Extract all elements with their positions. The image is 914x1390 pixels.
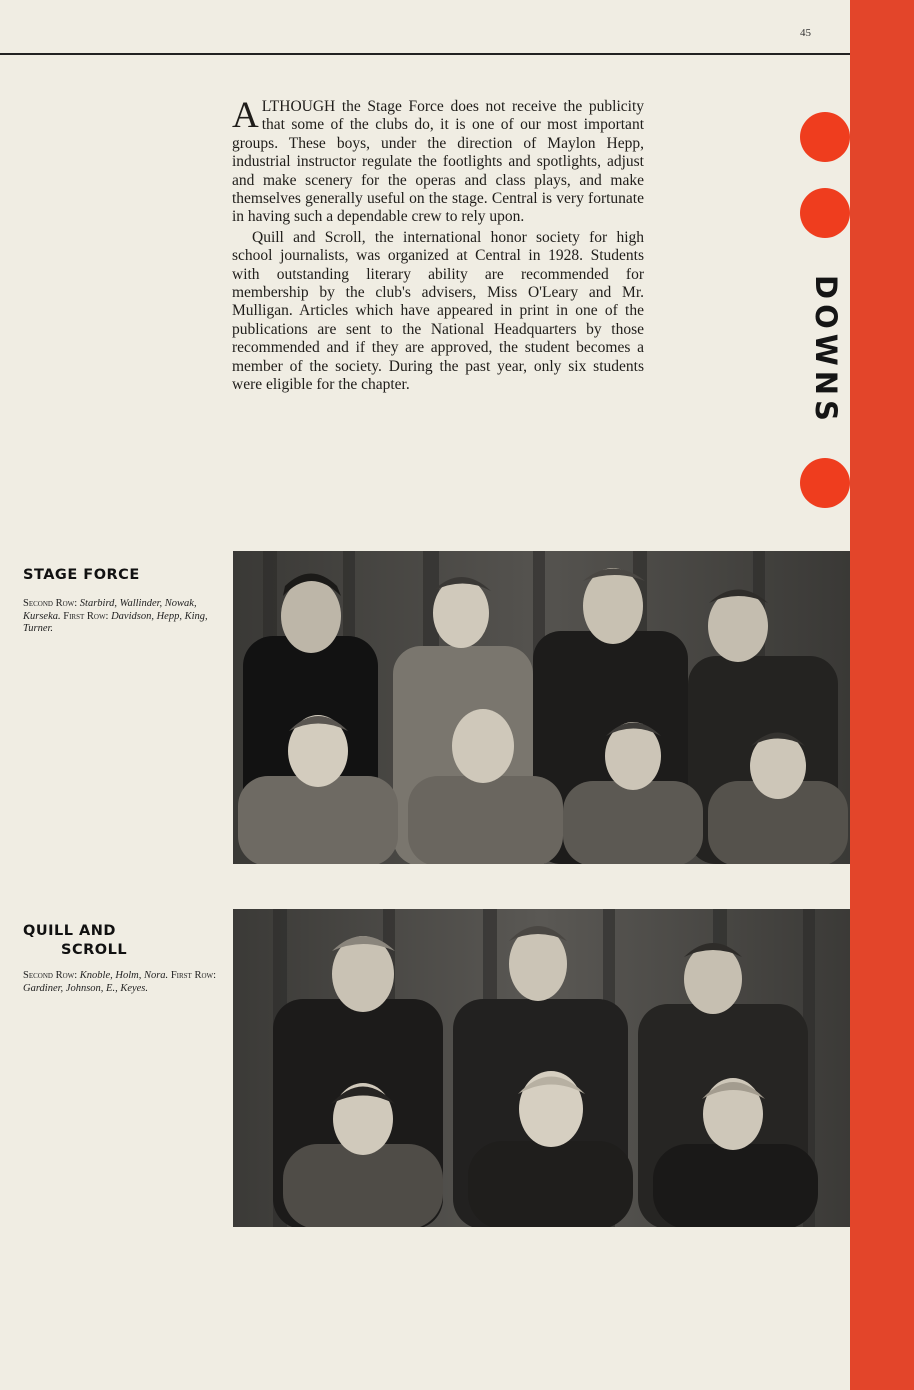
paragraph-2: Quill and Scroll, the international honor society for high school journalists, was organized at Central in 1928. Students with outstanding literary ability are recommended for membership by the club's advisers, Miss O'Leary and Mr. Mulligan. Articles which have appeared in print in one of the publications are sent to the National Headquarters by those recommended and if they are approved, the student becomes a member of the society. During the past year, only six students were eligible for the chapter. xyxy=(232,228,644,394)
top-rule xyxy=(0,53,850,55)
tab-dot-2 xyxy=(800,188,850,238)
stage-force-title: STAGE FORCE xyxy=(23,567,140,583)
page-number: 45 xyxy=(800,27,811,39)
quill-scroll-title-line1: QUILL AND xyxy=(23,923,116,939)
stage-force-caption xyxy=(23,598,236,636)
quill-scroll-title xyxy=(23,922,127,960)
quill-scroll-photo xyxy=(233,909,850,1227)
first-row-names: Davidson, Hepp, King, Turner. xyxy=(23,610,208,635)
quill-scroll-title-line2: SCROLL xyxy=(61,942,128,958)
side-tab-label: DOWNS xyxy=(809,275,843,426)
side-tab-stripe xyxy=(850,0,914,1390)
first-row-label: First Row: xyxy=(170,970,217,981)
paragraph-1 xyxy=(232,95,644,227)
second-row-names: Starbird, Wallinder, Nowak, Kurseka. xyxy=(23,598,197,622)
second-row-label: Second Row: xyxy=(23,970,78,981)
tab-dot-3 xyxy=(800,458,850,508)
quill-scroll-caption xyxy=(23,970,236,995)
first-row-names: Gardiner, Johnson, E., Keyes. xyxy=(23,982,149,994)
first-row-label: First Row: xyxy=(63,610,109,622)
tab-dot-1 xyxy=(800,112,850,162)
drop-cap: A xyxy=(232,95,259,136)
second-row-label: Second Row: xyxy=(23,598,78,609)
article-text xyxy=(232,95,644,395)
stage-force-photo xyxy=(233,551,850,864)
paragraph-1-text: LTHOUGH the Stage Force does not receive the publicity that some of the clubs do, it is one of our most important groups. These boys, under the direction of Maylon Hepp, industrial instructor regulate the footlights and spotlights, adjust and make scenery for the operas and class plays, and make themselves generally useful on the stage. Central is very fortunate in having such a dependable crew to rely upon. xyxy=(232,98,644,226)
second-row-names: Knoble, Holm, Nora. xyxy=(79,970,169,981)
